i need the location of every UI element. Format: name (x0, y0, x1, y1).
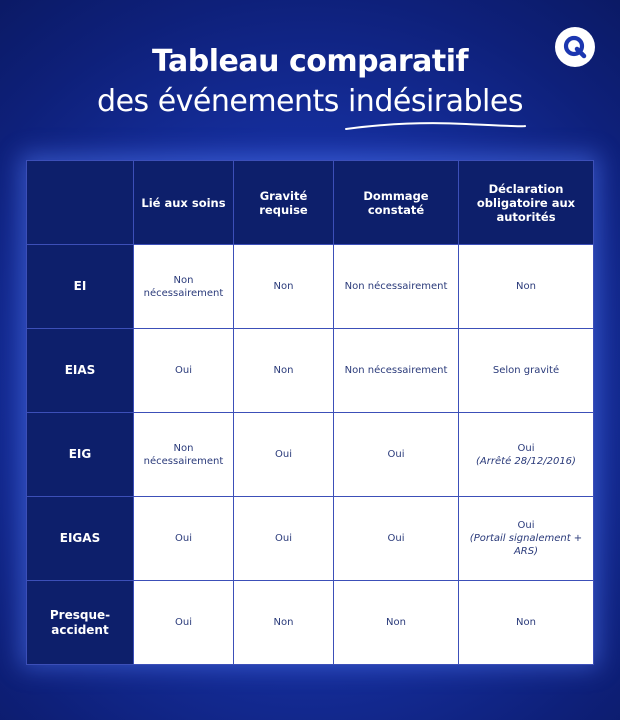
table-cell: Non (234, 329, 334, 413)
table-cell: Non nécessairement (134, 413, 234, 497)
row-header-presque-accident: Presque-accident (27, 581, 134, 665)
table-header (27, 161, 594, 245)
table-cell: Oui (334, 413, 459, 497)
title-line-2 (0, 82, 620, 122)
table-row (27, 497, 594, 581)
table-cell: Non nécessairement (334, 245, 459, 329)
comparison-table (26, 160, 594, 665)
row-header-eias: EIAS (27, 329, 134, 413)
cell-note: (Portail signalement + ARS) (469, 533, 583, 557)
row-header-eig: EIG (27, 413, 134, 497)
cell-main-text: Oui (517, 442, 535, 454)
cell-main-text: Oui (517, 520, 535, 531)
table-cell (459, 497, 594, 581)
table-cell (459, 413, 594, 497)
table-row (27, 245, 594, 329)
cell-note: (Arrêté 28/12/2016) (476, 455, 576, 467)
table-cell: Oui (134, 329, 234, 413)
table-cell: Oui (234, 413, 334, 497)
table-cell: Oui (234, 497, 334, 581)
table-cell: Selon gravité (459, 329, 594, 413)
title-line-1: Tableau comparatif (151, 44, 469, 79)
row-header-ei: EI (27, 245, 134, 329)
table-cell: Oui (334, 497, 459, 581)
title-line-2-start: des événements (97, 84, 348, 119)
table-row (27, 329, 594, 413)
table-cell: Non (234, 245, 334, 329)
page-title (0, 42, 620, 122)
table-cell: Non nécessairement (334, 329, 459, 413)
header-row (27, 161, 594, 245)
column-header-lie-aux-soins: Lié aux soins (134, 161, 234, 245)
table-row (27, 413, 594, 497)
table-row (27, 581, 594, 665)
underline-swoosh-icon (344, 120, 527, 132)
title-highlight-word (348, 82, 523, 122)
table-cell: Oui (134, 497, 234, 581)
column-header-dommage-constate: Dommage constaté (334, 161, 459, 245)
table-cell: Non (234, 581, 334, 665)
table-cell: Non nécessairement (134, 245, 234, 329)
table-cell: Non (459, 581, 594, 665)
row-header-eigas: EIGAS (27, 497, 134, 581)
column-header-gravite-requise: Gravité requise (234, 161, 334, 245)
header-corner-cell (27, 161, 134, 245)
comparison-table-wrapper (26, 160, 593, 662)
title-highlight-text: indésirables (347, 84, 523, 119)
table-cell: Oui (134, 581, 234, 665)
table-cell: Non (334, 581, 459, 665)
table-cell: Non (459, 245, 594, 329)
table-body (27, 245, 594, 665)
column-header-declaration-obligatoire: Déclaration obligatoire aux autorités (459, 161, 594, 245)
